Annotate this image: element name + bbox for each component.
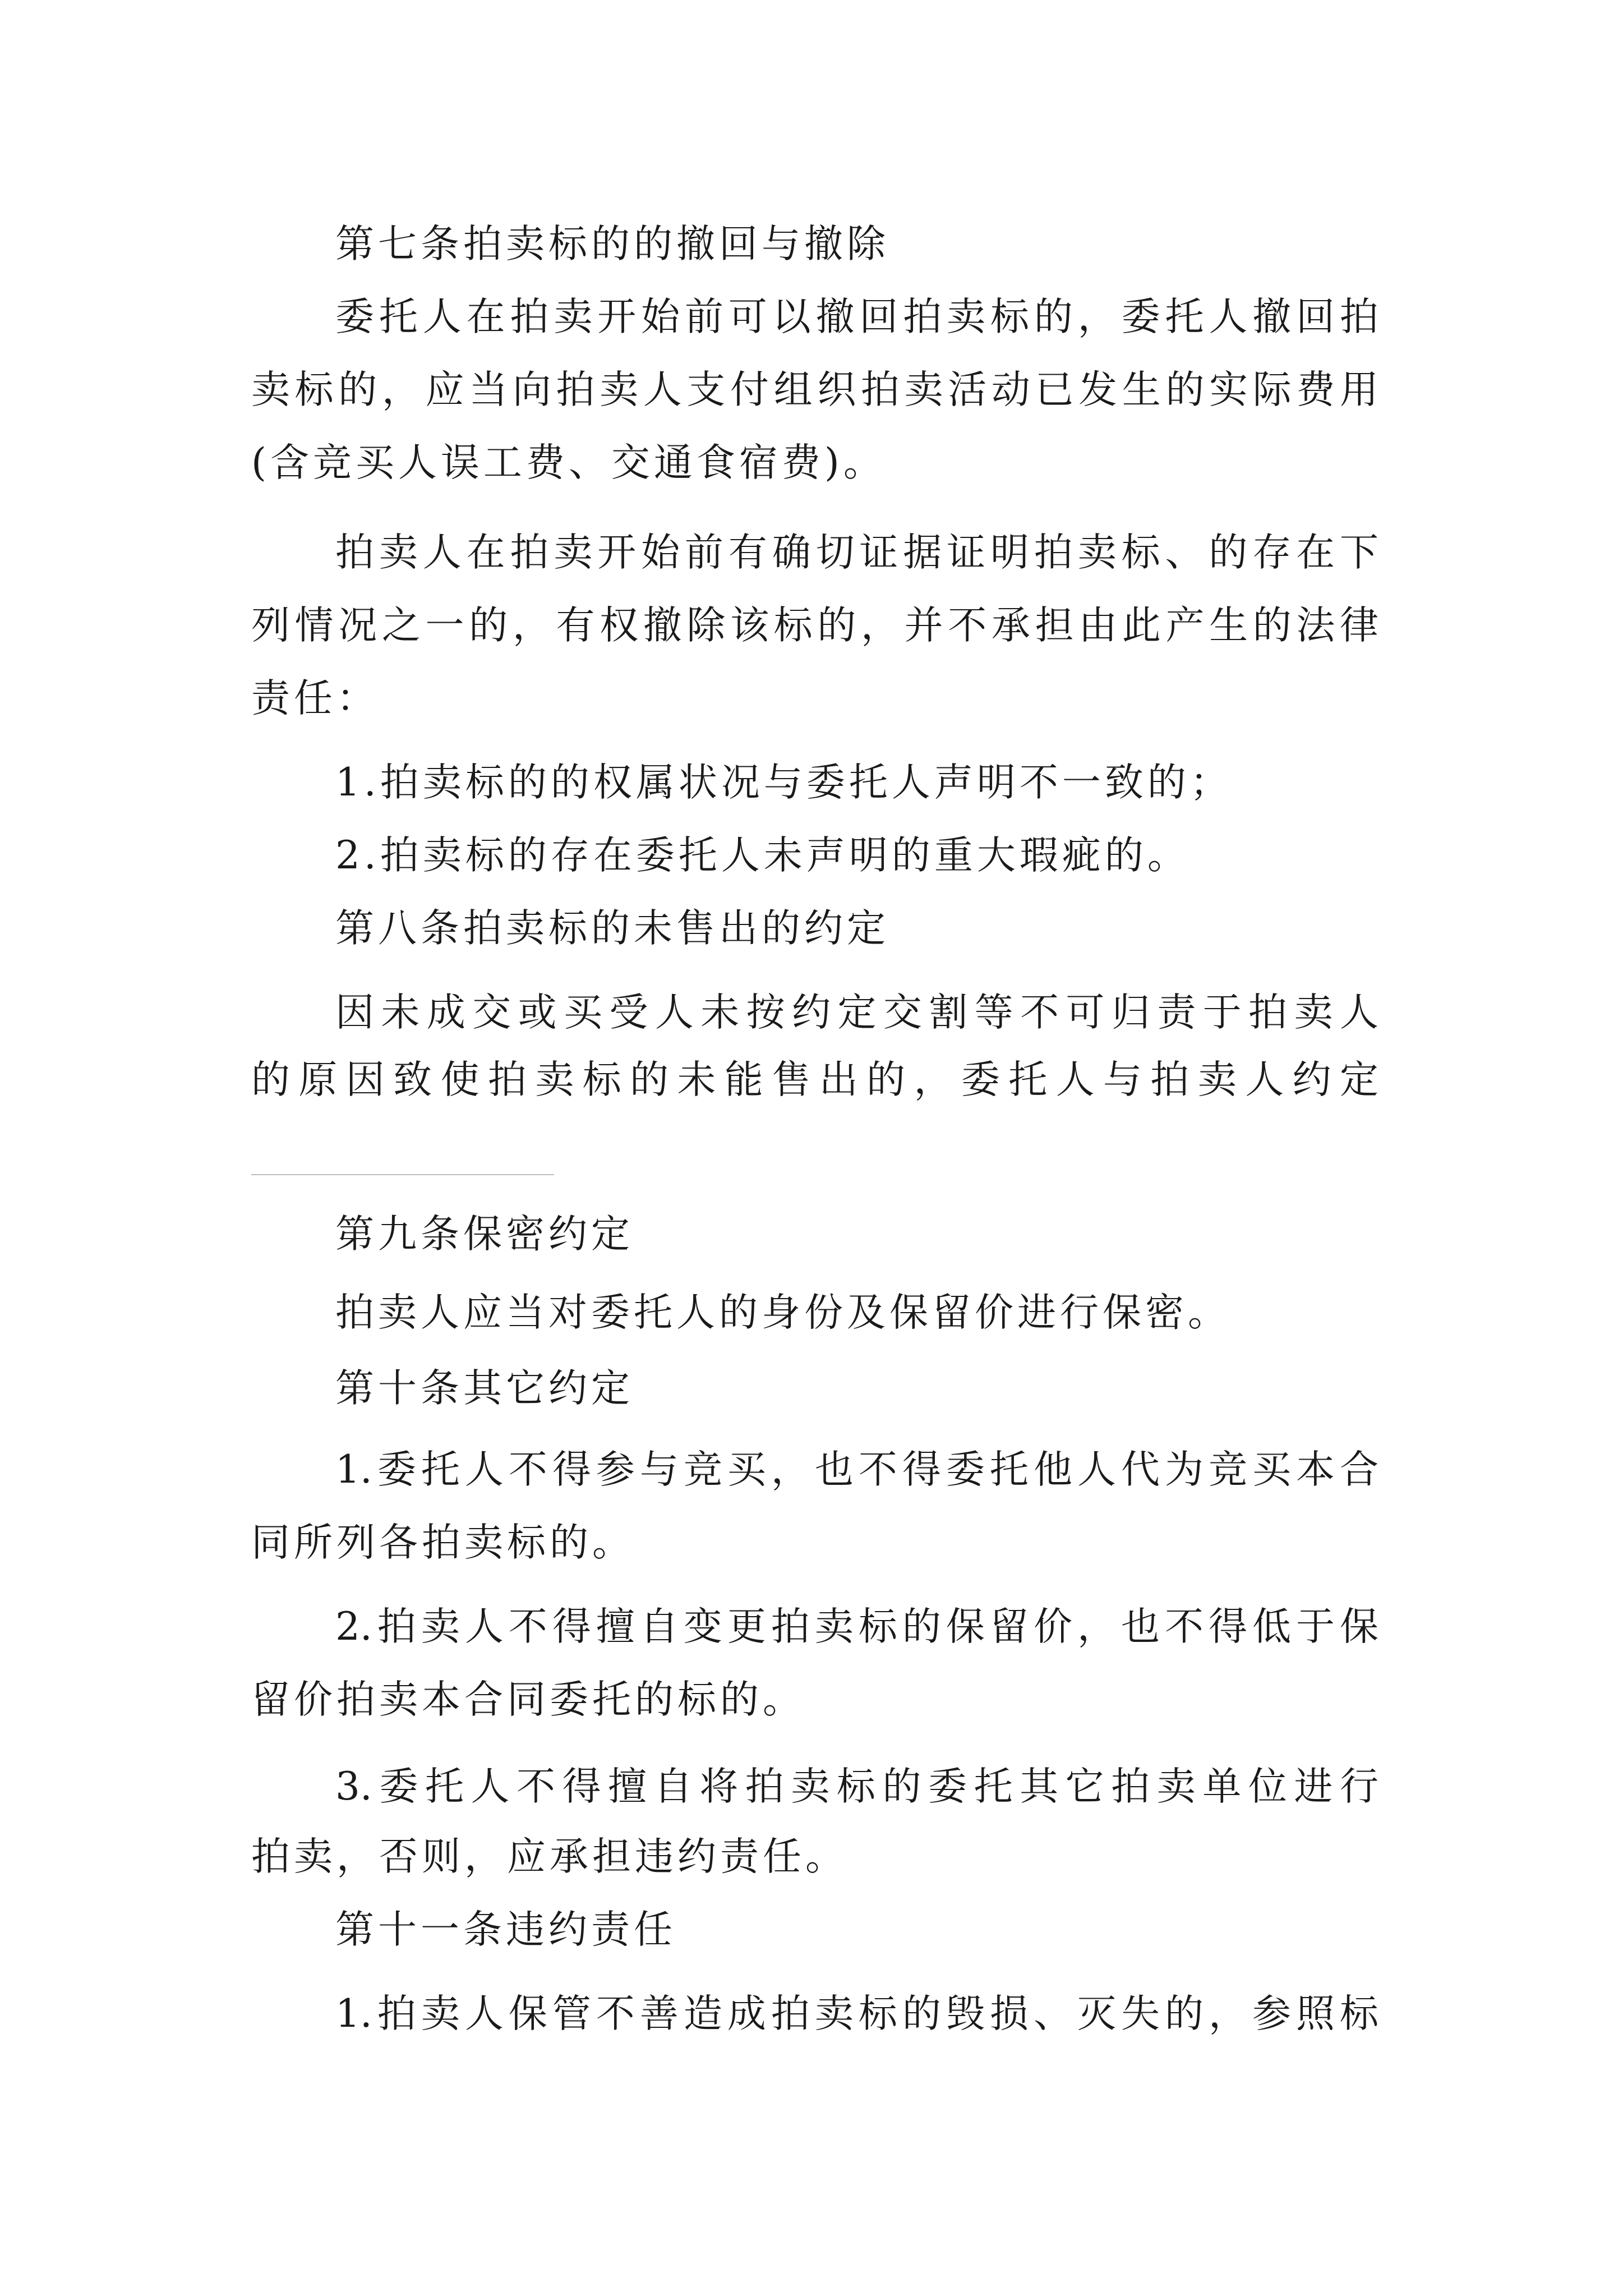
- article-7-para-1-line-2: 卖标的，应当向拍卖人支付组织拍卖活动已发生的实际费用: [251, 367, 1378, 412]
- article-10-item-2-line-2: 留价拍卖本合同委托的标的。: [251, 1677, 805, 1722]
- article-9-para-1: 拍卖人应当对委托人的身份及保留价进行保密。: [335, 1290, 1230, 1335]
- article-8-para-1-line-2: 的原因致使拍卖标的未能售出的，委托人与拍卖人约定: [251, 1057, 1378, 1102]
- article-10-title: 第十条其它约定: [335, 1366, 634, 1411]
- article-8-title: 第八条拍卖标的未售出的约定: [335, 906, 889, 951]
- article-10-item-1-line-2: 同所列各拍卖标的。: [251, 1520, 635, 1565]
- article-7-para-2-line-2: 列情况之一的，有权撤除该标的，并不承担由此产生的法律: [251, 603, 1378, 648]
- article-7-para-1-line-3: (含竞买人误工费、交通食宿费)。: [251, 440, 886, 485]
- article-10-item-2-line-1: 2.拍卖人不得擅自变更拍卖标的保留价，也不得低于保: [335, 1604, 1378, 1649]
- article-9-title: 第九条保密约定: [335, 1212, 634, 1257]
- article-8-para-1-line-1: 因未成交或买受人未按约定交割等不可归责于拍卖人: [335, 990, 1378, 1035]
- article-11-title: 第十一条违约责任: [335, 1907, 676, 1952]
- article-11-item-1-line-1: 1.拍卖人保管不善造成拍卖标的毁损、灭失的，参照标: [335, 1991, 1378, 2036]
- article-10-item-3-line-2: 拍卖，否则，应承担违约责任。: [251, 1834, 848, 1879]
- article-10-item-1-line-1: 1.委托人不得参与竞买，也不得委托他人代为竞买本合: [335, 1447, 1378, 1492]
- article-7-para-2-line-3: 责任：: [251, 676, 379, 721]
- article-10-item-3-line-1: 3.委托人不得擅自将拍卖标的委托其它拍卖单位进行: [335, 1764, 1378, 1809]
- article-7-title: 第七条拍卖标的的撤回与撤除: [335, 222, 889, 266]
- article-7-para-2-line-1: 拍卖人在拍卖开始前有确切证据证明拍卖标、的存在下: [335, 530, 1378, 575]
- article-7-para-1-line-1: 委托人在拍卖开始前可以撤回拍卖标的，委托人撤回拍: [335, 295, 1378, 339]
- footnote-divider: [251, 1174, 554, 1175]
- article-7-item-2: 2.拍卖标的存在委托人未声明的重大瑕疵的。: [335, 833, 1190, 878]
- article-7-item-1: 1.拍卖标的的权属状况与委托人声明不一致的；: [335, 760, 1233, 805]
